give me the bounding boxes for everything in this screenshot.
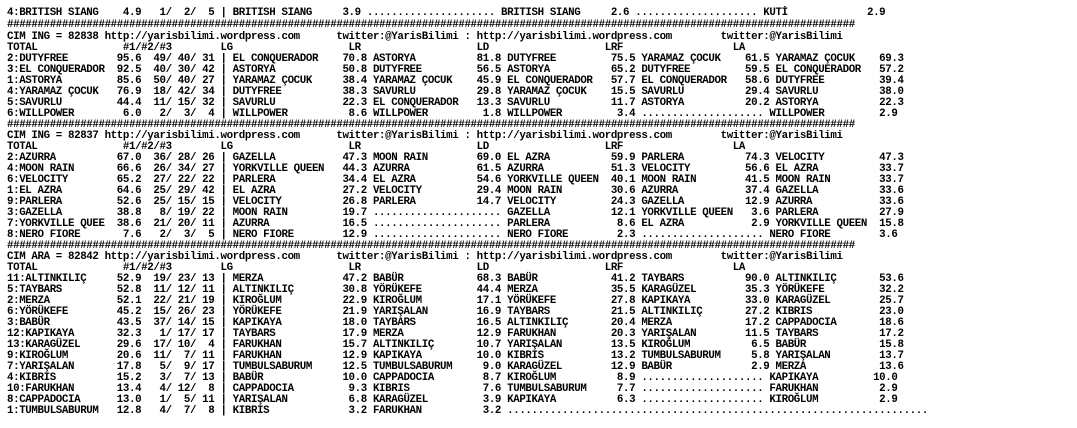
runner-row: 6:VELOCITY 65.2 27/ 22/ 22 | PARLERA 34.4 EL AZRA 54.6 YORKVILLE QUEEN 40.1 MOON RAIN 41.5 MOON RAIN 33.7 — [7, 174, 904, 186]
section-separator: ########################################################################################################################################### — [7, 19, 855, 31]
section-separator: ########################################################################################################################################### — [7, 119, 855, 131]
runner-row: 11:ALTINKILIÇ 52.9 19/ 23/ 13 | MERZA 47.2 BABÜR 68.3 BABÜR 41.2 TAYBARS 90.0 ALTINKILIÇ 53.6 — [7, 273, 904, 285]
runner-row: 4:MOON RAIN 66.6 26/ 34/ 27 | YORKVILLE QUEEN 44.3 AZURRA 61.5 AZURRA 51.3 VELOCITY 56.6 EL AZRA 33.7 — [7, 163, 904, 175]
column-header: TOTAL #1/#2/#3 LG LR LD LRF LA — [7, 262, 746, 274]
runner-row: 4:KIBRIS 15.2 3/ 7/ 13 | BABÜR 10.0 CAPPADOCIA 8.7 KIROĞLUM 8.9 .................... KAPIKAYA 10.0 — [7, 372, 898, 384]
runner-row: 9:KIROĞLUM 20.6 11/ 7/ 11 | FARUKHAN 12.9 KAPIKAYA 10.0 KIBRIS 13.2 TUMBULSABURUM 5.8 YARIŞALAN 13.7 — [7, 350, 904, 362]
column-header: TOTAL #1/#2/#3 LG LR LD LRF LA — [7, 141, 746, 153]
runner-row: 4:YARAMAZ ÇOCUK 76.9 18/ 42/ 34 | DUTYFREE 38.3 SAVURLU 29.8 YARAMAZ ÇOCUK 15.5 SAVURLU 29.4 SAVURLU 38.0 — [7, 86, 904, 98]
runner-row: 1:EL AZRA 64.6 25/ 29/ 42 | EL AZRA 27.2 VELOCITY 29.4 MOON RAIN 30.6 AZURRA 37.4 GAZELLA 33.6 — [7, 185, 904, 197]
runner-row: 3:GAZELLA 38.8 8/ 19/ 22 | MOON RAIN 19.7 ..................... GAZELLA 12.1 YORKVILLE QUEEN 3.6 PARLERA 27.9 — [7, 207, 904, 219]
runner-row: 5:TAYBARS 52.8 11/ 12/ 11 | ALTINKILIÇ 30.8 YÖRÜKEFE 44.4 MERZA 35.5 KARAGÜZEL 35.3 YÖRÜKEFE 32.2 — [7, 284, 904, 296]
runner-row: 5:SAVURLU 44.4 11/ 15/ 32 | SAVURLU 22.3 EL CONQUERADOR 13.3 SAVURLU 11.7 ASTORYA 20.2 ASTORYA 22.3 — [7, 97, 904, 109]
runner-row: 2:DUTYFREE 95.6 49/ 40/ 31 | EL CONQUERADOR 70.8 ASTORYA 81.8 DUTYFREE 75.5 YARAMAZ ÇOCUK 61.5 YARAMAZ ÇOCUK 69.3 — [7, 53, 904, 65]
runner-row: 8:NERO FIORE 7.6 2/ 3/ 5 | NERO FIORE 12.9 ..................... NERO FIORE 2.3 .................... NERO FIORE 3.6 — [7, 229, 898, 241]
runner-row: 1:TUMBULSABURUM 12.8 4/ 7/ 8 | KIBRIS 3.2 FARUKHAN 3.2 ..................................................................... — [7, 405, 928, 417]
runner-row: 8:CAPPADOCIA 13.0 1/ 5/ 11 | YARIŞALAN 6.8 KARAGÜZEL 3.9 KAPIKAYA 6.3 .................... KIROĞLUM 2.9 — [7, 394, 898, 406]
runner-row: 6:YÖRÜKEFE 45.2 15/ 26/ 23 | YÖRÜKEFE 21.9 YARIŞALAN 16.9 TAYBARS 21.5 ALTINKILIÇ 27.2 KIBRIS 23.0 — [7, 306, 904, 318]
runner-row: 2:MERZA 52.1 22/ 21/ 19 | KIROĞLUM 22.9 KIROĞLUM 17.1 YÖRÜKEFE 27.8 KAPIKAYA 33.0 KARAGÜZEL 25.7 — [7, 295, 904, 307]
runner-row: 3:EL CONQUERADOR 92.5 40/ 30/ 42 | ASTORYA 50.8 DUTYFREE 56.5 ASTORYA 65.2 DUTYFREE 59.5 EL CONQUERADOR 57.2 — [7, 64, 904, 76]
runner-row: 10:FARUKHAN 13.4 4/ 12/ 8 | CAPPADOCIA 9.3 KIBRIS 7.6 TUMBULSABURUM 7.7 .................... FARUKHAN 2.9 — [7, 383, 898, 395]
runner-row-tail: 4:BRITISH SIANG 4.9 1/ 2/ 5 | BRITISH SIANG 3.9 ..................... BRITISH SIANG 2.6 .................... KUTİ 2.9 — [7, 7, 886, 19]
runner-row: 1:ASTORYA 85.6 50/ 40/ 27 | YARAMAZ ÇOCUK 38.4 YARAMAZ ÇOCUK 45.9 EL CONQUERADOR 57.7 EL CONQUERADOR 58.6 DUTYFREE 39.4 — [7, 75, 904, 87]
runner-row: 6:WILLPOWER 6.0 2/ 3/ 4 | WILLPOWER 8.6 WILLPOWER 1.8 WILLPOWER 3.4 .................... WILLPOWER 2.9 — [7, 108, 898, 120]
runner-row: 2:AZURRA 67.0 36/ 28/ 26 | GAZELLA 47.3 MOON RAIN 69.0 EL AZRA 59.9 PARLERA 74.3 VELOCITY 47.3 — [7, 152, 904, 164]
runner-row: 7:YARIŞALAN 17.8 5/ 9/ 17 | TUMBULSABURUM 12.5 TUMBULSABURUM 9.0 KARAGÜZEL 12.9 BABÜR 2.9 MERZA 13.6 — [7, 361, 904, 373]
runner-row: 3:BABÜR 43.5 37/ 14/ 15 | KAPIKAYA 18.0 TAYBARS 16.5 ALTINKILIÇ 20.4 MERZA 17.2 CAPPADOCIA 18.6 — [7, 317, 904, 329]
runner-row: 13:KARAGÜZEL 29.6 17/ 10/ 4 | FARUKHAN 15.7 ALTINKILIÇ 10.7 YARIŞALAN 13.5 KIROĞLUM 6.5 BABÜR 15.8 — [7, 339, 904, 351]
race-header: CIM ING = 82838 http://yarisbilimi.wordpress.com twitter:@YarisBilimi : http://yarisbilimi.wordpress.com twitter:@YarisBilimi — [7, 31, 843, 43]
runner-row: 7:YORKVILLE QUEE 38.6 21/ 20/ 11 | AZURRA 16.5 ..................... PARLERA 8.6 EL AZRA 2.9 YORKVILLE QUEEN 15.8 — [7, 218, 904, 230]
race-header: CIM ING = 82837 http://yarisbilimi.wordpress.com twitter:@YarisBilimi : http://yarisbilimi.wordpress.com twitter:@YarisBilimi — [7, 130, 843, 142]
race-header: CIM ARA = 82842 http://yarisbilimi.wordpress.com twitter:@YarisBilimi : http://yarisbilimi.wordpress.com twitter:@YarisBilimi — [7, 251, 843, 263]
runner-row: 12:KAPIKAYA 32.3 1/ 17/ 17 | TAYBARS 17.9 MERZA 12.9 FARUKHAN 20.3 YARIŞALAN 11.5 TAYBARS 17.2 — [7, 328, 904, 340]
section-separator: ########################################################################################################################################### — [7, 240, 855, 252]
runner-row: 9:PARLERA 52.6 25/ 15/ 15 | VELOCITY 26.8 PARLERA 14.7 VELOCITY 24.3 GAZELLA 12.9 AZURRA 33.6 — [7, 196, 904, 208]
column-header: TOTAL #1/#2/#3 LG LR LD LRF LA — [7, 42, 746, 54]
